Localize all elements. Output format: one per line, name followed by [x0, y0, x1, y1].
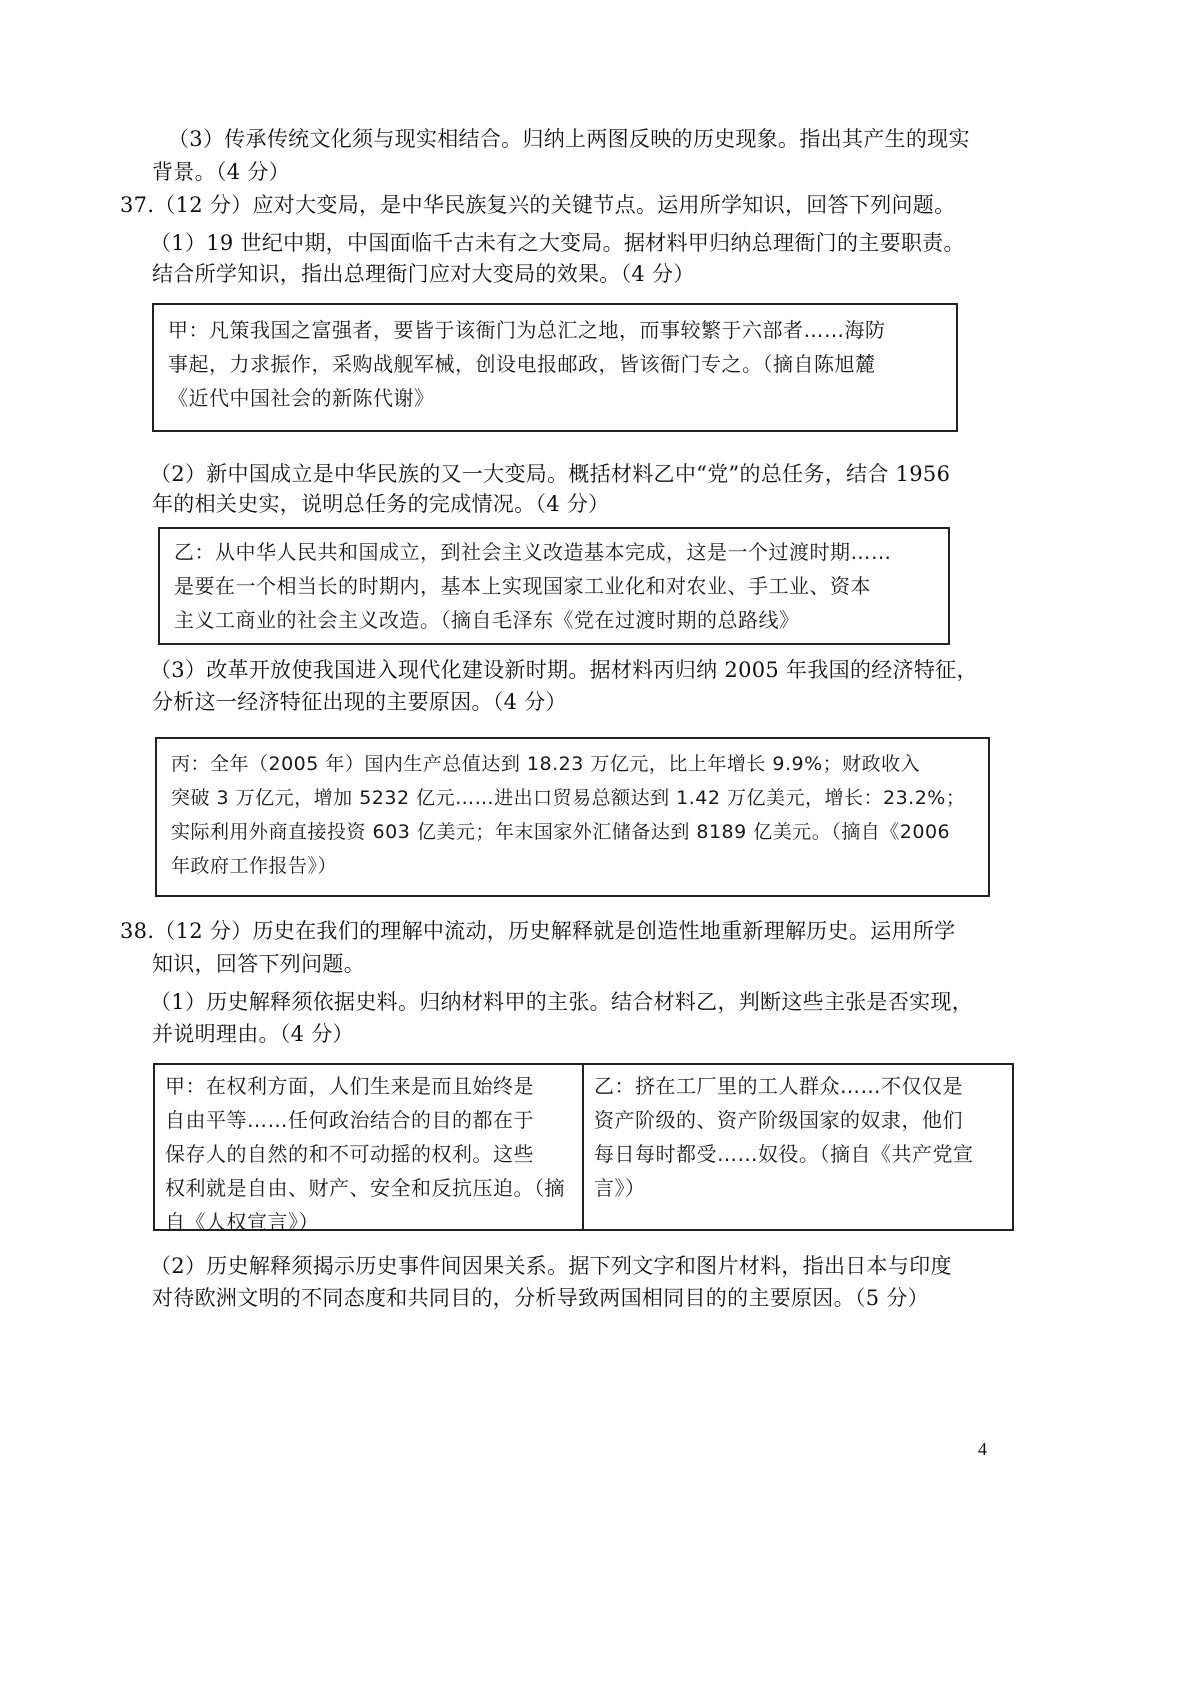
- material-bing-37-line-1: 丙：全年（2005 年）国内生产总值达到 18.23 万亿元，比上年增长 9.9%；财政收入: [171, 753, 921, 775]
- material-bing-37-line-2: 突破 3 万亿元，增加 5232 亿元……进出口贸易总额达到 1.42 万亿美元，增长：23.2%；: [171, 787, 966, 809]
- material-yi-37-line-3: 主义工商业的社会主义改造。（摘自毛泽东《党在过渡时期的总路线》: [174, 608, 800, 632]
- material-yi-38-line-4: 言》）: [594, 1176, 646, 1200]
- material-yi-38-line-2: 资产阶级的、资产阶级国家的奴隶，他们: [594, 1108, 963, 1132]
- question-38-1-line-1: （1）历史解释须依据史料。归纳材料甲的主张。结合材料乙，判断这些主张是否实现，: [150, 990, 974, 1014]
- material-yi-37-line-2: 是要在一个相当长的时期内，基本上实现国家工业化和对农业、手工业、资本: [174, 574, 871, 598]
- question-36-3-line-1: （3）传承传统文化须与现实相结合。归纳上两图反映的历史现象。指出其产生的现实: [168, 127, 970, 151]
- material-jia-38-line-5: 自《人权宣言》）: [165, 1210, 319, 1234]
- material-jia-37-line-3: 《近代中国社会的新陈代谢》: [168, 386, 435, 410]
- material-yi-37-box: [158, 527, 950, 645]
- question-38-heading-line-2: 知识，回答下列问题。: [152, 952, 365, 976]
- material-jia-38-cell: [155, 1065, 584, 1234]
- material-jia-37-line-1: 甲：凡策我国之富强者，要皆于该衙门为总汇之地，而事较繁于六部者……海防: [168, 318, 886, 342]
- material-jia-37-box: [152, 303, 958, 432]
- material-jia-38-line-4: 权利就是自由、财产、安全和反抗压迫。（摘: [165, 1176, 565, 1200]
- material-table-38: [153, 1063, 1014, 1234]
- question-38-heading-line-1: 38.（12 分）历史在我们的理解中流动，历史解释就是创造性地重新理解历史。运用所学: [120, 919, 956, 943]
- question-37-1-line-1: （1）19 世纪中期，中国面临千古未有之大变局。据材料甲归纳总理衙门的主要职责。: [150, 231, 965, 255]
- question-38-1-line-2: 并说明理由。（4 分）: [152, 1022, 354, 1046]
- question-36-3-line-2: 背景。（4 分）: [152, 160, 290, 184]
- question-38-2-line-1: （2）历史解释须揭示历史事件间因果关系。据下列文字和图片材料，指出日本与印度: [150, 1254, 952, 1278]
- material-jia-38-line-2: 自由平等……任何政治结合的目的都在于: [165, 1108, 534, 1132]
- question-37-3-line-1: （3）改革开放使我国进入现代化建设新时期。据材料丙归纳 2005 年我国的经济特征，: [150, 658, 978, 682]
- question-37-2-line-2: 年的相关史实，说明总任务的完成情况。（4 分）: [152, 492, 610, 516]
- question-37-3-line-2: 分析这一经济特征出现的主要原因。（4 分）: [152, 690, 567, 714]
- question-37-2-line-1: （2）新中国成立是中华民族的又一大变局。概括材料乙中“党”的总任务，结合 1956: [150, 462, 951, 486]
- material-bing-37-line-4: 年政府工作报告》）: [171, 855, 338, 877]
- material-yi-38-cell: [584, 1065, 1012, 1229]
- page-number: 4: [978, 1439, 987, 1459]
- question-37-heading: 37.（12 分）应对大变局，是中华民族复兴的关键节点。运用所学知识，回答下列问题。: [120, 193, 956, 217]
- material-bing-37-line-3: 实际利用外商直接投资 603 亿美元；年末国家外汇储备达到 8189 亿美元。（摘自《2006: [171, 821, 951, 843]
- material-jia-38-line-1: 甲：在权利方面，人们生来是而且始终是: [165, 1074, 534, 1098]
- question-38-2-line-2: 对待欧洲文明的不同态度和共同目的，分析导致两国相同目的的主要原因。（5 分）: [152, 1286, 929, 1310]
- material-jia-37-line-2: 事起，力求振作，采购战舰军械，创设电报邮政，皆该衙门专之。（摘自陈旭麓: [168, 352, 876, 376]
- question-37-1-line-2: 结合所学知识，指出总理衙门应对大变局的效果。（4 分）: [152, 262, 695, 286]
- material-yi-38-line-3: 每日每时都受……奴役。（摘自《共产党宣: [594, 1142, 974, 1166]
- material-jia-38-line-3: 保存人的自然的和不可动摇的权利。这些: [165, 1142, 534, 1166]
- material-yi-38-line-1: 乙：挤在工厂里的工人群众……不仅仅是: [594, 1074, 963, 1098]
- material-bing-37-box: [155, 737, 990, 897]
- material-yi-37-line-1: 乙：从中华人民共和国成立，到社会主义改造基本完成，这是一个过渡时期……: [174, 540, 892, 564]
